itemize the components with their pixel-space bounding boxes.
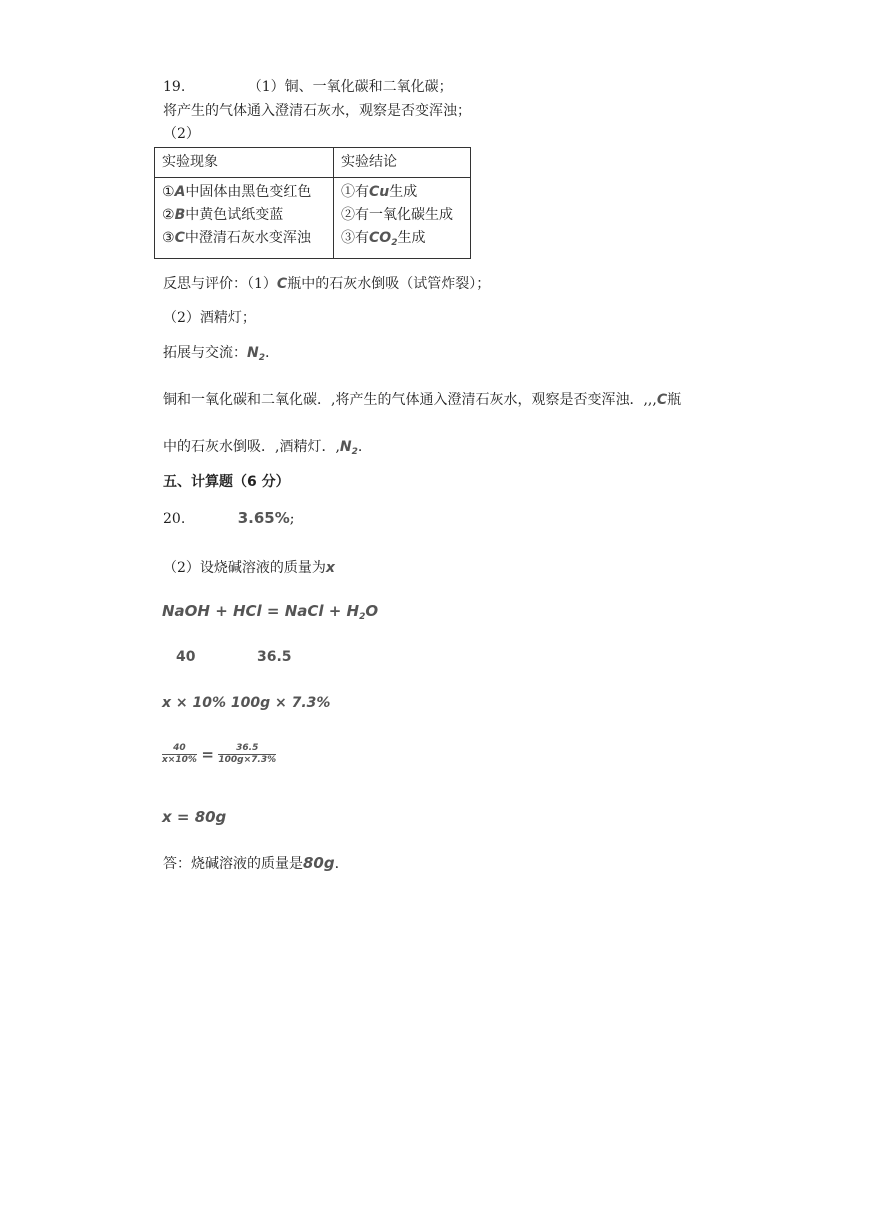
- question-number: 20.: [163, 511, 186, 527]
- extension-line: 拓展与交流：$N_2$.: [163, 345, 270, 363]
- mass-expression: x × 10% 100g × 7.3%: [162, 695, 331, 711]
- table-row: [155, 178, 471, 259]
- result-expression: x = 80g: [162, 808, 227, 826]
- conclusion-item: ③有$CO_2$生成: [341, 230, 426, 248]
- experiment-table: [154, 147, 471, 259]
- header-conclusion: 实验结论: [334, 148, 471, 178]
- coefficient-36-5: 36.5: [257, 649, 292, 665]
- conclusion-item: ①有Cu生成: [341, 184, 418, 200]
- phenomena-cell: [155, 178, 334, 259]
- summary-line-2: 中的石灰水倒吸．,酒精灯．$,N_2$.: [163, 439, 363, 457]
- question-number: 19.: [163, 79, 186, 95]
- q20-header: 20. 3.65%;: [163, 509, 295, 527]
- part1-label: （1）: [247, 79, 285, 95]
- conclusion-item: ②有一氧化碳生成: [341, 207, 453, 223]
- conclusions-cell: [334, 178, 471, 259]
- proportion: $\frac{40}{x\times 10\%}$ = $\frac{36.5}{100g\times 7.3\%}$: [162, 743, 277, 765]
- reflection-part2: （2）酒精灯；: [163, 310, 256, 326]
- summary-line-1: 铜和一氧化碳和二氧化碳．,将产生的气体通入澄清石灰水，观察是否变浑浊．,,,C瓶: [163, 392, 682, 408]
- part2-label: （2）: [163, 126, 200, 142]
- part1-answer: 铜、一氧化碳和二氧化碳；: [284, 79, 453, 95]
- q20-part2: （2）设烧碱溶液的质量为x: [163, 560, 335, 576]
- section-title: 五、计算题（6 分）: [163, 474, 290, 490]
- reflection-line: 反思与评价：（1）C瓶中的石灰水倒吸（试管炸裂）；: [163, 276, 491, 292]
- final-answer: 答：烧碱溶液的质量是80g.: [163, 854, 340, 872]
- method-text: 将产生的气体通入澄清石灰水，观察是否变浑浊；: [163, 103, 471, 119]
- coefficient-40: 40: [176, 649, 196, 665]
- table-header-row: [155, 148, 471, 178]
- header-phenomenon: 实验现象: [155, 148, 334, 178]
- phenomenon-item: ③C中澄清石灰水变浑浊: [162, 230, 311, 246]
- phenomenon-item: ②B中黄色试纸变蓝: [162, 207, 284, 223]
- phenomenon-item: ①A中固体由黑色变红色: [162, 184, 312, 200]
- q19-header: [163, 76, 453, 96]
- chemical-equation: NaOH + HCl = NaCl + $H_2O$: [162, 602, 379, 622]
- answer1: 3.65%: [237, 509, 290, 527]
